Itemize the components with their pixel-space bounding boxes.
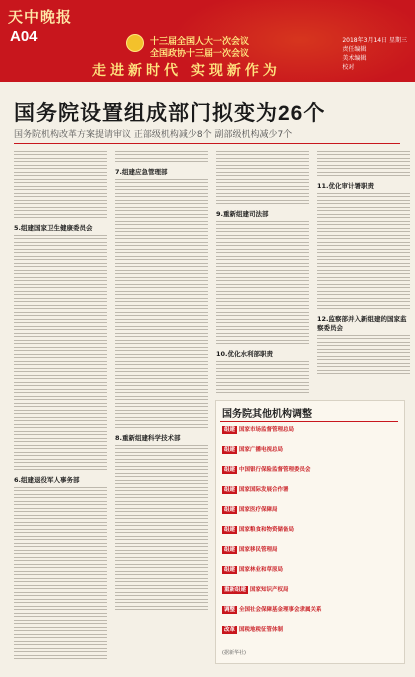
session-line-1: 十三届全国人大一次会议 — [150, 37, 250, 47]
issue-date: 2018年3月14日 星期三 — [342, 37, 407, 44]
list-item: 组建 国家粮食和物资储备局 — [224, 527, 295, 533]
list-item: 组建 国家林业和草原局 — [224, 567, 284, 573]
section-heading: 5.组建国家卫生健康委员会 — [14, 224, 93, 232]
article-column-3 — [216, 150, 309, 395]
article-column-2 — [115, 150, 208, 660]
newspaper-logo: 天中晚报 — [8, 8, 73, 26]
list-item: 改革 国税地税征管体制 — [224, 627, 284, 633]
page-title: 国务院设置组成部门拟变为26个 — [14, 102, 326, 125]
list-item: 组建 国家广播电视总局 — [224, 447, 284, 453]
section-heading: 8.重新组建科学技术部 — [115, 434, 181, 442]
article-column-1 — [14, 150, 107, 660]
section-heading: 7.组建应急管理部 — [115, 168, 168, 176]
list-item: 组建 国家移民管理局 — [224, 547, 278, 553]
sidebar-source: (据新华社) — [222, 650, 246, 656]
list-item: 调整 全国社会保障基金理事会隶属关系 — [224, 607, 322, 613]
list-item: 组建 国家医疗保障局 — [224, 507, 278, 513]
section-heading: 11.优化审计署职责 — [317, 182, 375, 190]
section-heading: 10.优化水利部职责 — [216, 350, 274, 358]
emblem-icon — [126, 34, 144, 52]
list-item: 组建 中国银行保险监督管理委员会 — [224, 467, 311, 473]
divider — [14, 143, 400, 144]
sidebar-box — [215, 400, 405, 664]
list-item: 组建 国家市场监督管理总局 — [224, 427, 295, 433]
slogan: 走进新时代 实现新作为 — [92, 63, 281, 79]
section-heading: 9.重新组建司法部 — [216, 210, 269, 218]
list-item: 重新组建 国家知识产权局 — [224, 587, 289, 593]
page-subtitle: 国务院机构改革方案提请审议 正部级机构减少8个 副部级机构减少7个 — [14, 130, 293, 140]
masthead-banner — [0, 0, 415, 82]
issue-meta — [342, 36, 407, 72]
editor: 责任编辑 — [342, 46, 367, 53]
art-editor: 美术编辑 — [342, 55, 367, 62]
page-number: A04 — [10, 28, 38, 45]
sidebar-title: 国务院其他机构调整 — [222, 409, 312, 420]
article-column-4 — [317, 150, 410, 395]
section-heading: 6.组建退役军人事务部 — [14, 476, 80, 484]
list-item: 组建 国家国际发展合作署 — [224, 487, 289, 493]
proofreader: 校对 — [342, 64, 355, 71]
section-heading: 12.监察部并入新组建的国家监察委员会 — [317, 315, 407, 332]
sidebar-divider — [220, 421, 398, 422]
session-line-2: 全国政协十三届一次会议 — [150, 49, 250, 59]
